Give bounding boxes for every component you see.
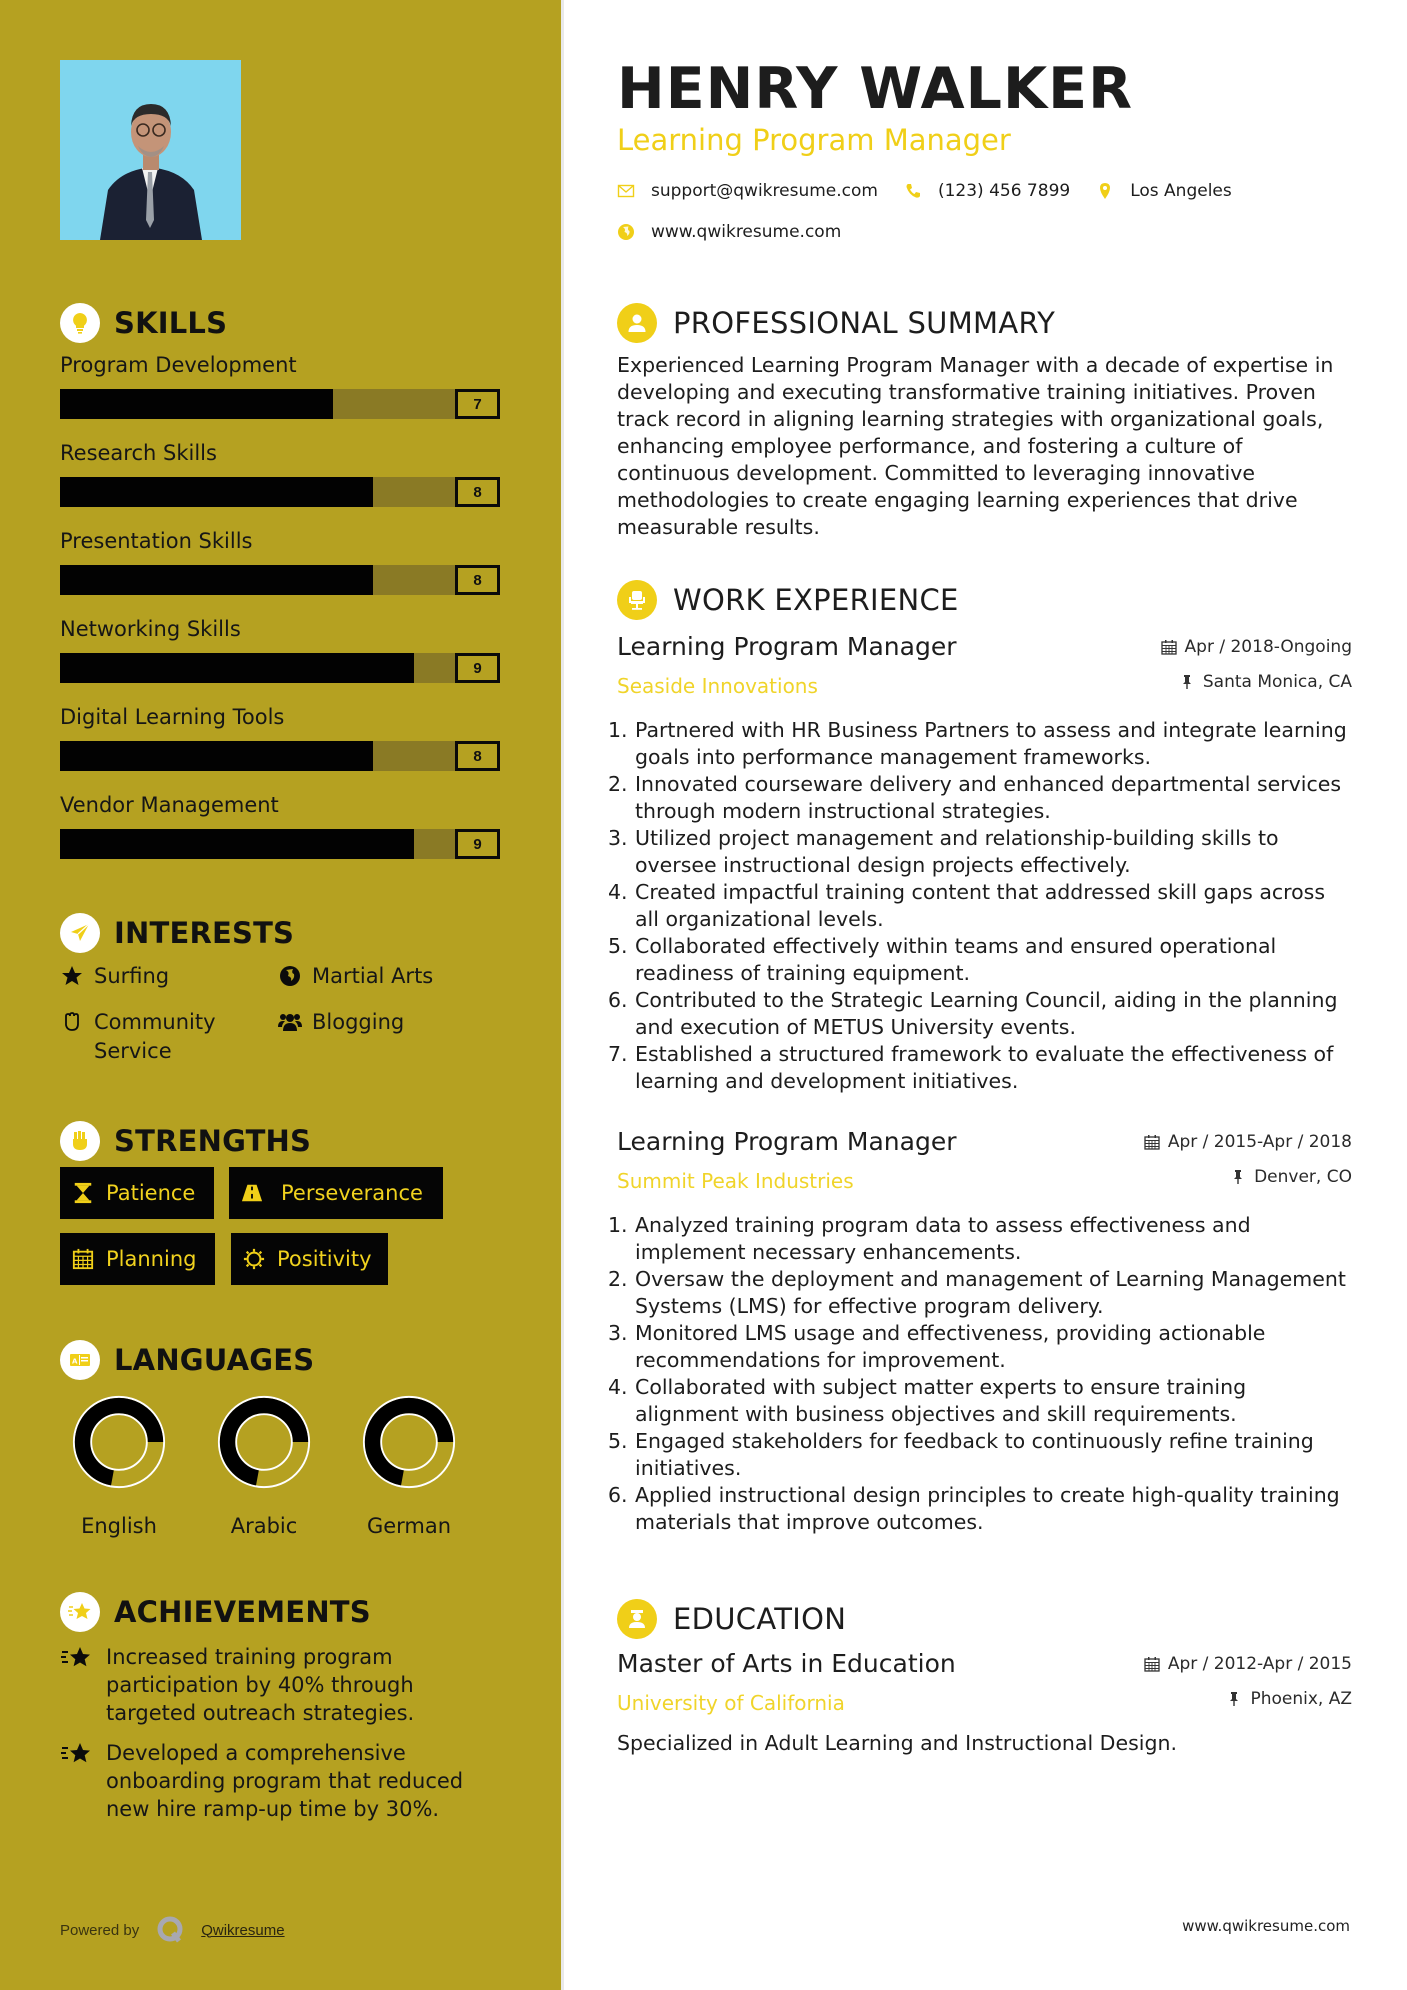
job-bullet: 2. Oversaw the deployment and management of Learning Management Systems (LMS) for effective program delivery. <box>608 1267 1346 1318</box>
contact-phone <box>904 181 1070 201</box>
location-text: Los Angeles <box>1130 181 1232 201</box>
skill-level-badge: 8 <box>455 477 500 507</box>
user-icon <box>617 303 657 343</box>
job-title: Learning Program Manager <box>617 1127 957 1156</box>
users-icon <box>278 1010 302 1034</box>
skill-item <box>60 616 510 704</box>
job-bullet: 1. Partnered with HR Business Partners to assess and integrate learning goals into performance management frameworks. <box>608 718 1347 769</box>
job-bullet: 5. Collaborated effectively within teams and ensured operational readiness of training equipment. <box>608 934 1277 985</box>
education-header <box>617 1648 1352 1726</box>
job-location: Santa Monica, CA <box>1179 672 1352 692</box>
languages-heading: A LANGUAGES <box>60 1339 510 1381</box>
candidate-name: HENRY WALKER <box>617 56 1133 122</box>
globe-icon <box>617 223 635 241</box>
strengths-list <box>60 1167 510 1297</box>
strengths-section <box>60 1120 510 1297</box>
profile-photo <box>60 60 241 240</box>
sun-icon <box>243 1248 265 1270</box>
skills-heading: SKILLS <box>60 302 510 344</box>
achievement-item: Increased training program participation by 40% through targeted outreach strategies. <box>60 1643 510 1727</box>
skill-level-badge: 9 <box>455 653 500 683</box>
skill-bar-fill <box>60 829 414 859</box>
job-header <box>617 631 1352 709</box>
interests-list <box>60 962 510 1062</box>
calendar-icon <box>1144 1134 1160 1150</box>
skill-bar <box>60 653 500 683</box>
strength-badge: Patience <box>60 1167 214 1219</box>
languages-section <box>60 1339 510 1544</box>
job-company: Seaside Innovations <box>617 674 818 698</box>
job-bullets <box>608 717 1352 1095</box>
achievements-section <box>60 1591 510 1835</box>
fist-icon <box>60 1121 100 1161</box>
job-bullet: 5. Engaged stakeholders for feedback to continuously refine training initiatives. <box>608 1429 1314 1480</box>
pushpin-icon <box>1230 1169 1246 1185</box>
calendar-icon <box>1161 639 1177 655</box>
envelope-icon <box>617 182 635 200</box>
job-entry <box>608 1126 1352 1536</box>
email-link[interactable]: support@qwikresume.com <box>651 181 878 201</box>
contact-location <box>1096 181 1232 201</box>
interests-section <box>60 912 510 1062</box>
interests-heading: INTERESTS <box>60 912 510 954</box>
shooting-star-icon <box>60 1741 92 1769</box>
job-title: Learning Program Manager <box>617 632 957 661</box>
summary-heading: PROFESSIONAL SUMMARY <box>617 302 1055 344</box>
skill-bar <box>60 565 500 595</box>
job-bullet: 4. Created impactful training content that addressed skill gaps across all organizational levels. <box>608 880 1326 931</box>
skill-bar-fill <box>60 565 373 595</box>
education-heading: EDUCATION <box>617 1598 846 1640</box>
contact-row <box>617 181 1258 201</box>
strength-badge: Planning <box>60 1233 215 1285</box>
job-bullets <box>608 1212 1352 1536</box>
summary-text: Experienced Learning Program Manager with a decade of expertise in developing and executing transformative training initiatives. Proven track record in aligning learning strategies with organizational goals, enhancing employee performance, and fostering a culture of continuous development. Committed to leveraging innovative methodologies to create engaging learning experiences that drive measurable results. <box>617 353 1334 539</box>
interest-item: Martial Arts <box>278 962 433 991</box>
job-bullet: 3. Monitored LMS usage and effectiveness, providing actionable recommendations for improvement. <box>608 1321 1266 1372</box>
job-dates: Apr / 2015-Apr / 2018 <box>1144 1132 1352 1152</box>
paper-plane-icon <box>60 913 100 953</box>
languages-list <box>60 1394 510 1544</box>
language-item: German <box>354 1394 464 1538</box>
skill-bar <box>60 741 500 771</box>
language-card-icon <box>60 1340 100 1380</box>
map-marker-icon <box>1096 182 1114 200</box>
contact-row-2 <box>617 222 867 242</box>
skill-level-badge: 8 <box>455 741 500 771</box>
hand-icon <box>60 1010 84 1034</box>
shooting-star-icon <box>60 1645 92 1673</box>
skill-item <box>60 352 510 440</box>
svg-text:A: A <box>72 1357 78 1366</box>
qwikresume-link[interactable]: Qwikresume <box>201 1921 285 1939</box>
website-link[interactable]: www.qwikresume.com <box>651 222 842 242</box>
skill-level-badge: 9 <box>455 829 500 859</box>
skill-bar-fill <box>60 477 373 507</box>
achievements-heading: ACHIEVEMENTS <box>60 1591 510 1633</box>
skill-level-badge: 8 <box>455 565 500 595</box>
job-bullet: 1. Analyzed training program data to assess effectiveness and implement necessary enhancements. <box>608 1213 1251 1264</box>
skill-label: Vendor Management <box>60 793 279 817</box>
calendar-icon <box>1144 1656 1160 1672</box>
strengths-heading: STRENGTHS <box>60 1120 510 1162</box>
interest-item: Blogging <box>278 1008 404 1037</box>
pushpin-icon <box>1179 674 1195 690</box>
job-bullet: 7. Established a structured framework to evaluate the effectiveness of learning and development initiatives. <box>608 1042 1334 1093</box>
job-entry <box>608 631 1352 1095</box>
education-dates: Apr / 2012-Apr / 2015 <box>1144 1654 1352 1674</box>
person-photo-icon <box>60 60 241 240</box>
education-location: Phoenix, AZ <box>1226 1689 1352 1709</box>
skill-level-badge: 7 <box>455 389 500 419</box>
skill-bar <box>60 477 500 507</box>
lightbulb-icon <box>60 303 100 343</box>
language-item: Arabic <box>209 1394 319 1538</box>
job-bullet: 4. Collaborated with subject matter experts to ensure training alignment with business objectives and skill requirements. <box>608 1375 1247 1426</box>
interest-item: Surfing <box>60 962 169 991</box>
skill-bar-fill <box>60 653 414 683</box>
education-entry <box>617 1648 1352 1757</box>
language-donut-chart <box>71 1394 167 1490</box>
star-icon <box>60 964 84 988</box>
graduate-icon <box>617 1599 657 1639</box>
globe-icon <box>278 964 302 988</box>
skill-item <box>60 704 510 792</box>
interest-item: Community Service <box>60 1008 250 1066</box>
skill-label: Presentation Skills <box>60 529 253 553</box>
contact-email <box>617 181 878 201</box>
language-donut-chart <box>361 1394 457 1490</box>
shooting-star-icon <box>60 1592 100 1632</box>
pushpin-icon <box>1226 1691 1242 1707</box>
road-icon <box>241 1182 263 1204</box>
school: University of California <box>617 1691 845 1715</box>
skill-bar-fill <box>60 741 373 771</box>
job-bullet: 6. Applied instructional design principles to create high-quality training materials that improve outcomes. <box>608 1483 1340 1534</box>
job-bullet: 6. Contributed to the Strategic Learning Council, aiding in the planning and execution of METUS University events. <box>608 988 1338 1039</box>
skills-list <box>60 352 510 880</box>
skill-bar-fill <box>60 389 333 419</box>
calendar-icon <box>72 1248 94 1270</box>
hourglass-icon <box>72 1182 94 1204</box>
skill-item <box>60 528 510 616</box>
job-header <box>617 1126 1352 1204</box>
job-bullet: 2. Innovated courseware delivery and enhanced departmental services through modern instructional strategies. <box>608 772 1342 823</box>
skill-bar <box>60 829 500 859</box>
skill-label: Digital Learning Tools <box>60 705 285 729</box>
skill-bar <box>60 389 500 419</box>
degree: Master of Arts in Education <box>617 1649 956 1678</box>
language-item: English <box>64 1394 174 1538</box>
language-donut-chart <box>216 1394 312 1490</box>
phone-text: (123) 456 7899 <box>937 181 1071 201</box>
powered-by: Powered by Qwikresume <box>60 1915 285 1945</box>
skill-item <box>60 440 510 528</box>
job-location: Denver, CO <box>1230 1167 1352 1187</box>
education-description: Specialized in Adult Learning and Instructional Design. <box>617 1731 1177 1755</box>
candidate-title: Learning Program Manager <box>617 123 1011 157</box>
qwikresume-logo-icon <box>155 1915 185 1945</box>
strength-badge: Perseverance <box>229 1167 443 1219</box>
skill-label: Networking Skills <box>60 617 241 641</box>
skills-section <box>60 302 510 880</box>
phone-icon <box>904 182 922 200</box>
office-chair-icon <box>617 580 657 620</box>
contact-website <box>617 222 841 242</box>
job-dates: Apr / 2018-Ongoing <box>1161 637 1352 657</box>
job-bullet: 3. Utilized project management and relationship-building skills to oversee instructional design projects effectively. <box>608 826 1279 877</box>
job-company: Summit Peak Industries <box>617 1169 854 1193</box>
skill-label: Research Skills <box>60 441 217 465</box>
sidebar-divider <box>561 0 564 1990</box>
skill-label: Program Development <box>60 353 297 377</box>
achievement-item: Developed a comprehensive onboarding program that reduced new hire ramp-up time by 30%. <box>60 1739 510 1823</box>
achievements-list <box>60 1643 510 1823</box>
footer-website-link[interactable]: www.qwikresume.com <box>1182 1917 1350 1935</box>
skill-item <box>60 792 510 880</box>
experience-heading: WORK EXPERIENCE <box>617 579 959 621</box>
strength-badge: Positivity <box>231 1233 388 1285</box>
